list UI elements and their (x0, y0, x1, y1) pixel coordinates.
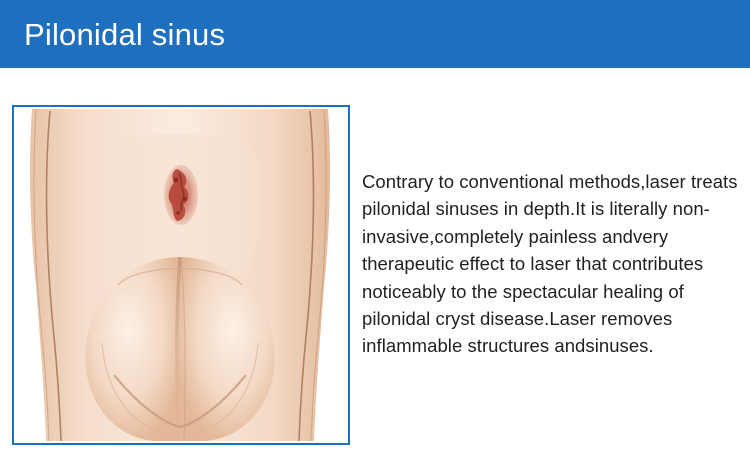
pilonidal-sinus-illustration (14, 107, 348, 443)
illustration-panel (12, 105, 350, 445)
description-paragraph: Contrary to conventional methods,laser treats pilonidal sinuses in depth.It is literally non-invasive,completely painless andvery therapeutic effect to laser that contributes noticeably to the spectacular healing of pilonidal cryst disease.Laser removes inflammable structures andsinuses. (362, 171, 738, 357)
header-banner (0, 0, 750, 68)
page-title: Pilonidal sinus (24, 16, 226, 52)
description-text (362, 168, 740, 360)
